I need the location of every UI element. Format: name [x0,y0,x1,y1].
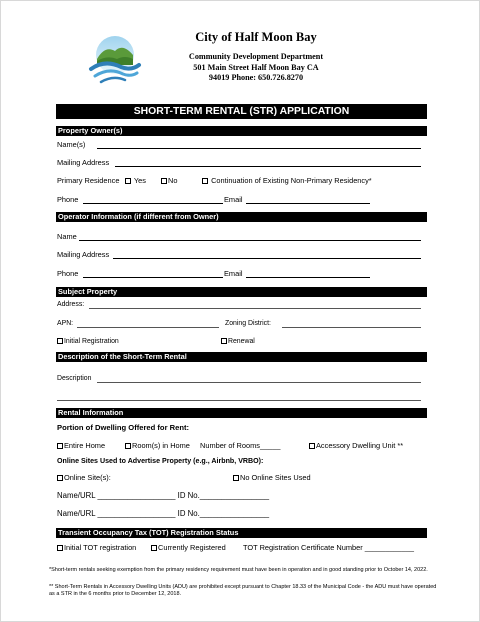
number-of-rooms-label: Number of Rooms_____ [200,441,281,450]
portion-options-row [57,441,427,451]
section-rental-information: Rental Information [56,408,427,418]
city-logo-icon [83,29,143,89]
currently-registered-option[interactable] [151,543,226,553]
operator-phone-field[interactable] [83,277,223,278]
owner-name-row [57,140,427,150]
primary-residence-label: Primary Residence [57,176,120,185]
owner-primary-row [57,176,427,186]
initial-tot-option[interactable] [57,543,136,553]
owner-name-label: Name(s) [57,140,86,149]
owner-contact-row [57,195,427,205]
description-field[interactable] [97,382,421,383]
tot-options-row [57,543,427,553]
continuation-checkbox[interactable] [202,178,208,184]
zoning-label: Zoning District: [225,320,271,327]
owner-email-field[interactable] [246,203,370,204]
no-online-sites-label: No Online Sites Used [240,473,311,482]
initial-tot-checkbox[interactable] [57,545,63,551]
adu-checkbox[interactable] [309,443,315,449]
operator-mailing-row [57,250,427,260]
description-field-2[interactable] [57,400,421,401]
owner-mailing-label: Mailing Address [57,158,110,167]
yes-label: Yes [133,176,146,185]
online-sites-row [57,473,427,483]
section-property-owner: Property Owner(s) [56,126,427,136]
description-row [57,374,427,384]
department-phone: 94019 Phone: 650.726.8270 [208,73,304,82]
section-description: Description of the Short-Term Rental [56,352,427,362]
registration-type-row [57,337,427,347]
yes-checkbox[interactable] [125,178,131,184]
subject-address-field[interactable] [89,308,421,309]
operator-name-row [57,232,427,242]
form-title: SHORT-TERM RENTAL (STR) APPLICATION [56,104,427,119]
online-sites-checkbox[interactable] [57,475,63,481]
owner-mailing-row [57,158,427,168]
online-sites-label: Online Site(s): [64,473,111,482]
online-sites-option[interactable] [57,473,111,483]
no-label: No [168,176,178,185]
operator-name-field[interactable] [79,240,421,241]
renewal-checkbox[interactable] [221,338,227,344]
online-sites-heading: Online Sites Used to Advertise Property (e.g., Airbnb, VRBO): [57,457,264,465]
entire-home-checkbox[interactable] [57,443,63,449]
currently-registered-checkbox[interactable] [151,545,157,551]
continuation-label: Continuation of Existing Non-Primary Residency* [211,176,372,185]
no-online-sites-checkbox[interactable] [233,475,239,481]
owner-phone-label: Phone [57,195,79,204]
entire-home-label: Entire Home [64,441,106,450]
rooms-checkbox[interactable] [125,443,131,449]
subject-address-label: Address: [57,301,85,308]
adu-label: Accessory Dwelling Unit ** [316,441,404,450]
no-checkbox[interactable] [161,178,167,184]
operator-phone-label: Phone [57,269,79,278]
zoning-field[interactable] [282,327,421,328]
currently-registered-label: Currently Registered [158,543,226,552]
letterhead [151,29,361,84]
initial-tot-label: Initial TOT registration [64,543,137,552]
owner-mailing-field[interactable] [115,166,421,167]
owner-email-label: Email [224,195,243,204]
no-online-sites-option[interactable] [233,473,311,483]
renewal-option[interactable] [221,337,255,347]
entire-home-option[interactable] [57,441,105,451]
footnote-primary-residency: *Short-term rentals seeking exemption from the primary residency requirement must have been in operation and in good standing prior to October 14, 2022. [49,567,428,573]
apn-label: APN: [57,320,74,327]
section-subject-property: Subject Property [56,287,427,297]
tot-certificate-label[interactable]: TOT Registration Certificate Number ____________ [243,543,415,552]
operator-contact-row [57,269,427,279]
initial-registration-checkbox[interactable] [57,338,63,344]
subject-apn-row [57,319,427,329]
apn-field[interactable] [77,327,219,328]
rooms-label: Room(s) in Home [132,441,190,450]
initial-registration-label: Initial Registration [64,338,119,345]
department-name: Community Development Department [188,52,324,61]
adu-option[interactable] [309,441,403,451]
continuation-option[interactable] [202,176,372,186]
name-url-row-2[interactable]: Name/URL __________________ ID No.________________ [57,509,270,518]
section-tot-registration: Transient Occupancy Tax (TOT) Registration Status [56,528,427,538]
department-address: 501 Main Street Half Moon Bay CA [193,62,319,72]
operator-mailing-label: Mailing Address [57,250,110,259]
owner-name-field[interactable] [97,148,421,149]
operator-email-label: Email [224,269,243,278]
initial-registration-option[interactable] [57,337,119,347]
owner-phone-field[interactable] [83,203,223,204]
city-name: City of Half Moon Bay [195,30,317,44]
description-row-2 [57,392,427,402]
renewal-label: Renewal [228,338,255,345]
primary-no-option[interactable] [161,176,177,186]
rooms-option[interactable] [125,441,190,451]
operator-email-field[interactable] [246,277,370,278]
section-operator: Operator Information (if different from Owner) [56,212,427,222]
description-label: Description [57,375,92,382]
portion-heading: Portion of Dwelling Offered for Rent: [57,423,190,432]
operator-mailing-field[interactable] [113,258,421,259]
name-url-row-1[interactable]: Name/URL __________________ ID No.________________ [57,491,270,500]
primary-yes-option[interactable] [125,176,146,186]
subject-address-row [57,300,427,310]
operator-name-label: Name [57,232,77,241]
footnote-adu: ** Short-Term Rentals in Accessory Dwelling Units (ADU) are prohibited except pursuant to Chapter 18.33 of the Municipal Code - the ADU must have operated as a STR in the 6 months prior to December 12, 2018. [49,584,437,598]
